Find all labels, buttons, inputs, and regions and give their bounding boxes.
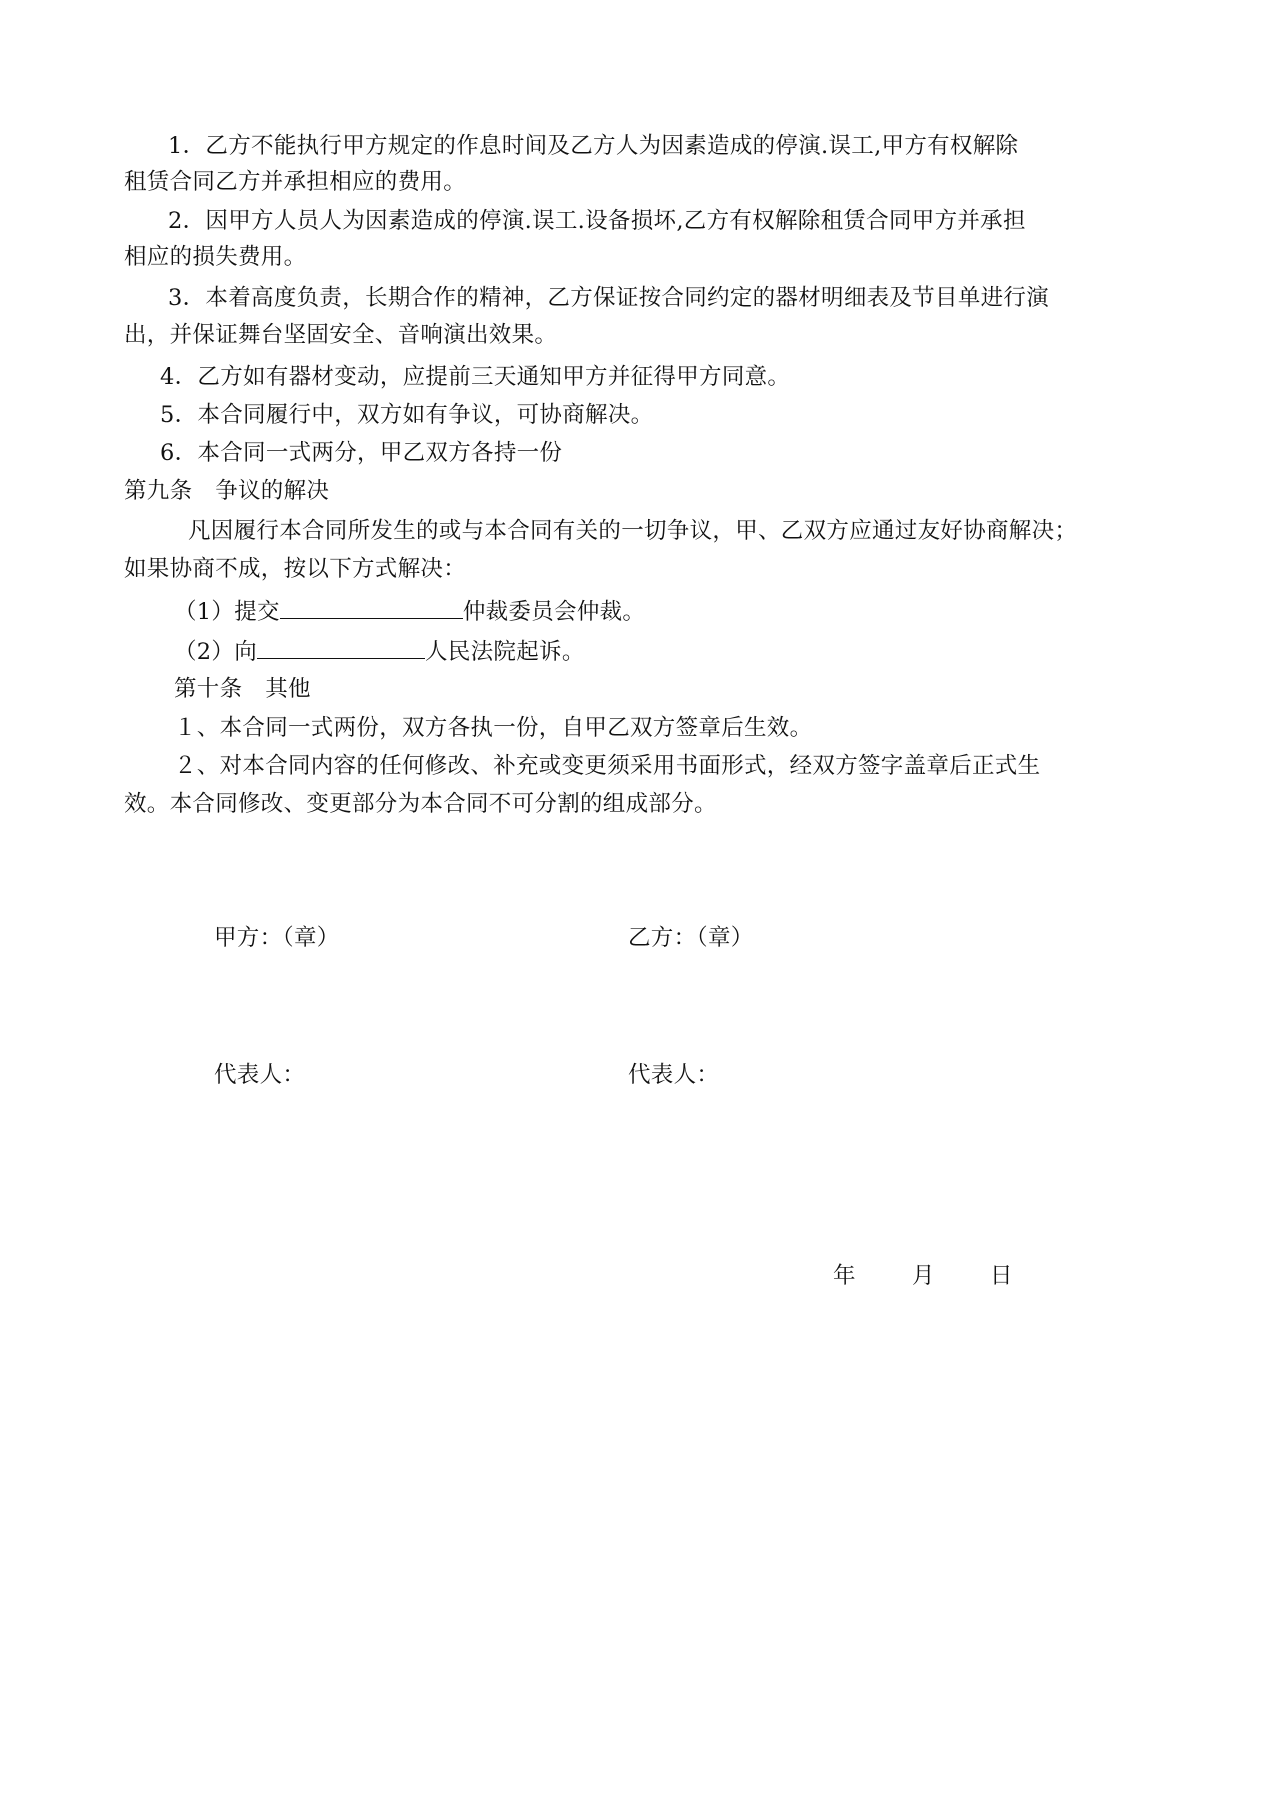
clause-3-line-2: 出，并保证舞台坚固安全、音响演出效果。 bbox=[124, 322, 558, 348]
arbitration-committee-blank bbox=[280, 594, 463, 619]
date-year: 年 bbox=[833, 1263, 856, 1289]
article-10-item-2-line-2: 效。本合同修改、变更部分为本合同不可分割的组成部分。 bbox=[124, 791, 717, 817]
article-10-heading: 第十条 其他 bbox=[174, 676, 311, 702]
article-9-heading: 第九条 争议的解决 bbox=[124, 478, 330, 504]
article-9-option-2 bbox=[174, 634, 585, 667]
party-b-representative: 代表人： bbox=[628, 1062, 720, 1088]
clause-5: 5．本合同履行中，双方如有争议，可协商解决。 bbox=[160, 402, 654, 428]
date-month: 月 bbox=[912, 1263, 935, 1289]
option-1-suffix: 仲裁委员会仲裁。 bbox=[462, 599, 646, 625]
party-b-seal: 乙方：（章） bbox=[628, 925, 754, 951]
article-9-body-line-1: 凡因履行本合同所发生的或与本合同有关的一切争议，甲、乙双方应通过友好协商解决； bbox=[188, 518, 1078, 544]
article-9-body-line-2: 如果协商不成，按以下方式解决： bbox=[124, 556, 467, 582]
article-10-item-1: １、本合同一式两份，双方各执一份，自甲乙双方签章后生效。 bbox=[174, 715, 813, 741]
option-2-suffix: 人民法院起诉。 bbox=[425, 639, 585, 665]
party-a-representative: 代表人： bbox=[214, 1062, 306, 1088]
clause-2-line-1: 2．因甲方人员人为因素造成的停演.误工.设备损坏,乙方有权解除租赁合同甲方并承担 bbox=[168, 208, 1026, 234]
clause-1-line-2: 租赁合同乙方并承担相应的费用。 bbox=[124, 169, 467, 195]
clause-4: 4．乙方如有器材变动，应提前三天通知甲方并征得甲方同意。 bbox=[160, 364, 791, 390]
date-day: 日 bbox=[990, 1263, 1013, 1289]
article-10-item-2-line-1: ２、对本合同内容的任何修改、补充或变更须采用书面形式，经双方签字盖章后正式生 bbox=[174, 753, 1041, 779]
article-9-option-1 bbox=[174, 594, 645, 627]
court-name-blank bbox=[257, 634, 425, 659]
clause-6: 6．本合同一式两分，甲乙双方各持一份 bbox=[160, 440, 563, 466]
clause-2-line-2: 相应的损失费用。 bbox=[124, 244, 307, 270]
party-a-seal: 甲方：（章） bbox=[214, 925, 340, 951]
clause-1-line-1: 1．乙方不能执行甲方规定的作息时间及乙方人为因素造成的停演.误工,甲方有权解除 bbox=[168, 133, 1019, 159]
option-1-prefix: （1）提交 bbox=[174, 599, 280, 625]
clause-3-line-1: 3．本着高度负责，长期合作的精神，乙方保证按合同约定的器材明细表及节目单进行演 bbox=[168, 285, 1050, 311]
option-2-prefix: （2）向 bbox=[174, 639, 258, 665]
